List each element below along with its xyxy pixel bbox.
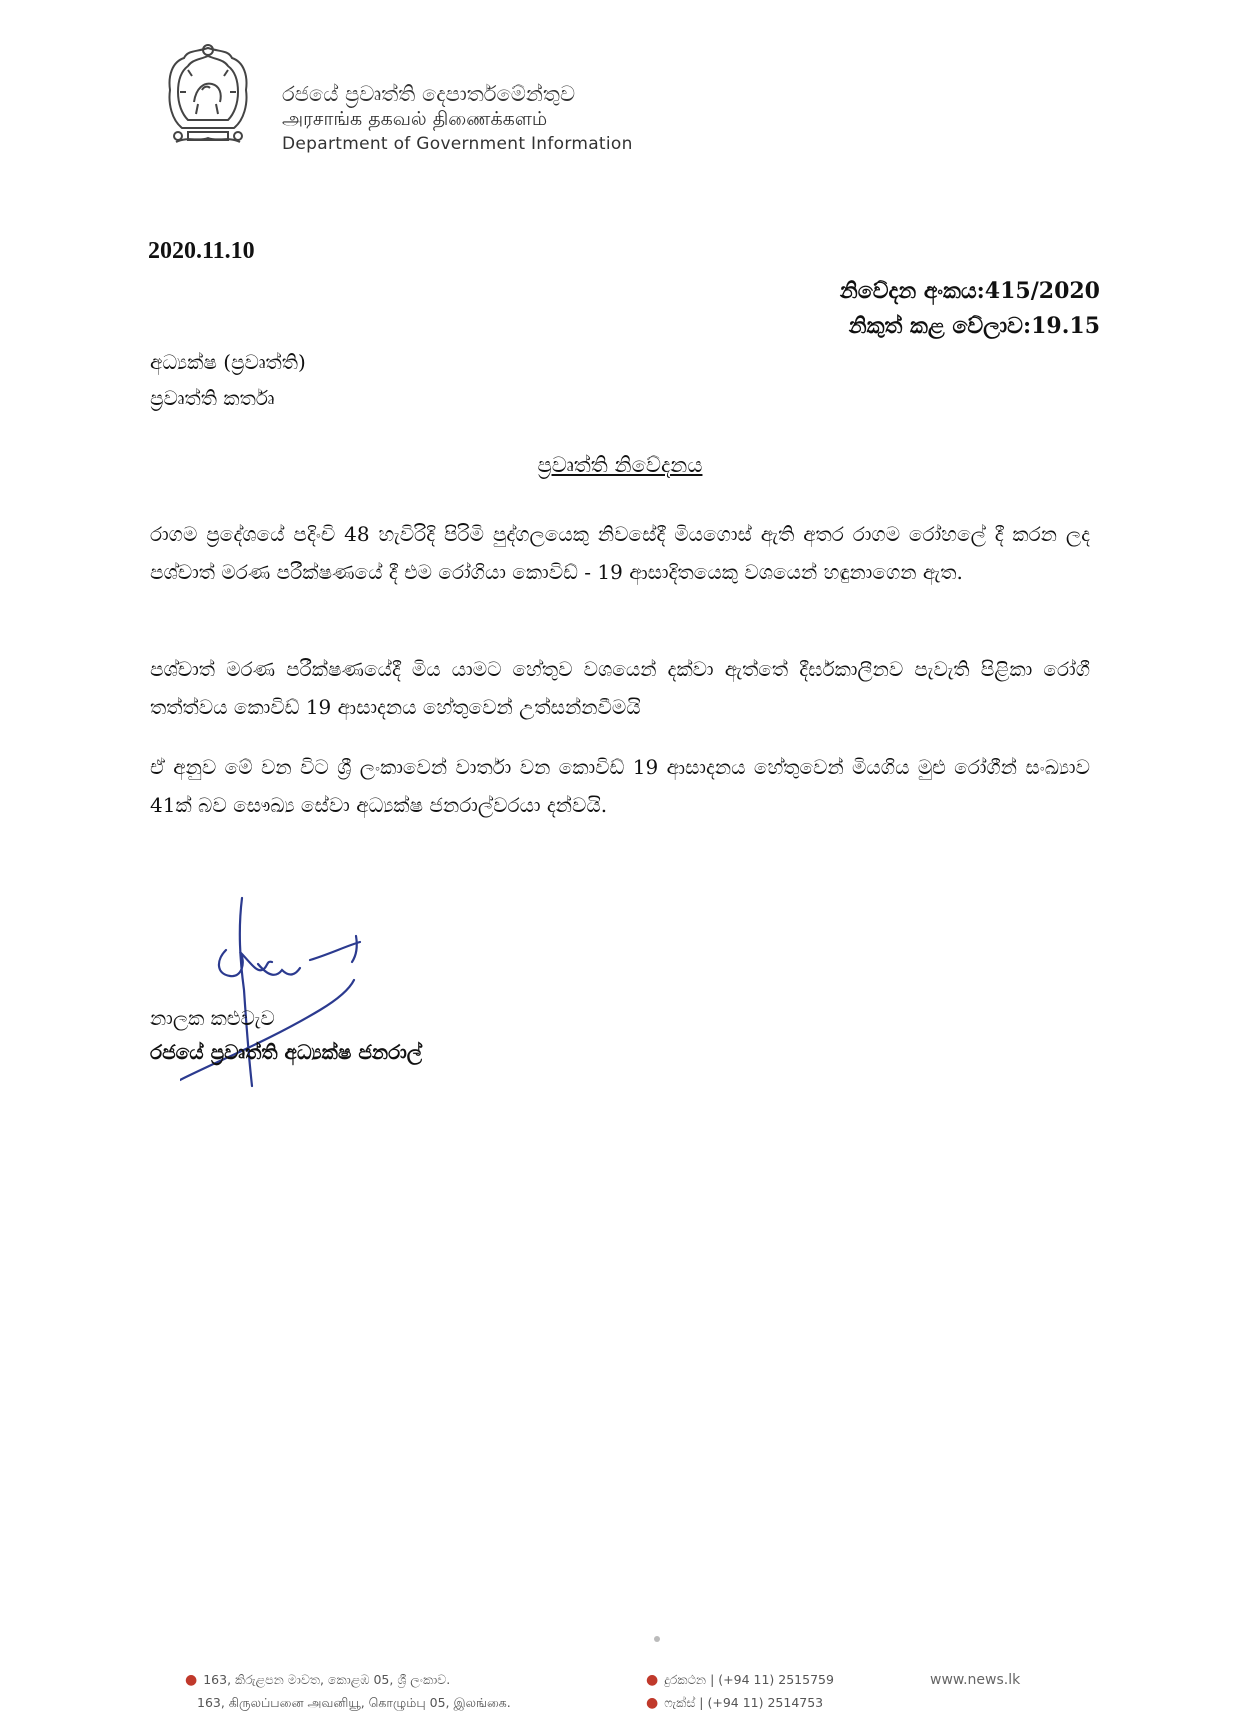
phone-label: දුරකථන (664, 1672, 707, 1687)
footer-phone: ● දුරකථන | (+94 11) 2515759 (646, 1672, 834, 1688)
release-date: 2020.11.10 (148, 238, 255, 264)
footer-website-link[interactable]: www.news.lk (930, 1672, 1021, 1688)
fax-number: (+94 11) 2514753 (707, 1695, 824, 1710)
footer-address-sinhala: ● 163, කිරුළපන මාවත, කොළඹ 05, ශ්‍රී ලංකාව. (185, 1672, 451, 1688)
phone-number: (+94 11) 2515759 (718, 1672, 834, 1687)
bullet-icon: ● (185, 1672, 198, 1688)
department-name-english: Department of Government Information (282, 134, 633, 154)
release-number-label: නිවේදන අංකය: (839, 278, 985, 304)
body-paragraph: පශ්චාත් මරණ පරීක්ෂණයේදී මිය යාමට හේතුව වශයෙන් දක්වා ඇත්තේ දීර්ඝකාලීනව පැවැති පිළිකා රෝගී තත්ත්වය කොවිඩ් 19 ආසාදනය හේතුවෙන් උත්සන්නවීමයි (150, 657, 1090, 719)
sri-lanka-emblem-icon (158, 42, 258, 152)
dot-mark-icon (650, 1632, 664, 1646)
release-time-label: නිකුත් කළ වේලාව: (848, 313, 1032, 339)
signatory-title: රජයේ ප්‍රවෘත්ති අධ්‍යක්ෂ ජනරාල් (150, 1040, 423, 1064)
department-name-tamil: அரசாங்க தகவல் திணைக்களம் (282, 108, 548, 130)
footer-fax: ● ෆැක්ස් | (+94 11) 2514753 (646, 1695, 824, 1711)
release-number-value: 415/2020 (984, 278, 1100, 304)
phone-icon: ● (646, 1672, 659, 1688)
department-name-sinhala: රජයේ ප්‍රවෘත්ති දෙපාර්තමේන්තුව (282, 82, 576, 106)
release-number (840, 278, 1100, 304)
release-time-value: 19.15 (1031, 313, 1100, 339)
fax-label: ෆැක්ස් (664, 1695, 696, 1710)
recipient-line: ප්‍රවෘත්ති කර්තෘ (150, 386, 275, 410)
body-paragraph: රාගම ප්‍රදේශයේ පදිංචි 48 හැවිරිදි පිරිමි පුද්ගලයෙකු නිවසේදී මියගොස් ඇති අතර රාගම රෝහලේ දී කරන ලද පශ්චාත් මරණ පරීක්ෂණයේ දී එම රෝගියා කොවිඩ් - 19 ආසාදිතයෙකු වශයෙන් හඳුනාගෙන ඇත. (150, 522, 1090, 584)
body-paragraph: ඒ අනුව මේ වන විට ශ්‍රී ලංකාවෙන් වාර්තා වන කොවිඩ් 19 ආසාදනය හේතුවෙන් මියගිය මුළු රෝගීන් සංඛ්‍යාව 41ක් බව සෞඛ්‍ය සේවා අධ්‍යක්ෂ ජනරාල්වරයා දන්වයි. (150, 755, 1090, 817)
document-heading: ප්‍රවෘත්ති නිවේදනය (537, 453, 703, 477)
release-time (849, 313, 1100, 339)
signatory-name: නාලක කළුවැව (150, 1006, 275, 1030)
footer-address-tamil: 163, கிருலப்பனை அவனியூ, கொழும்பு 05, இலங்கை. (197, 1695, 511, 1710)
fax-icon: ● (646, 1695, 659, 1711)
recipient-line: අධ්‍යක්ෂ (ප්‍රවෘත්ති) (150, 350, 306, 374)
